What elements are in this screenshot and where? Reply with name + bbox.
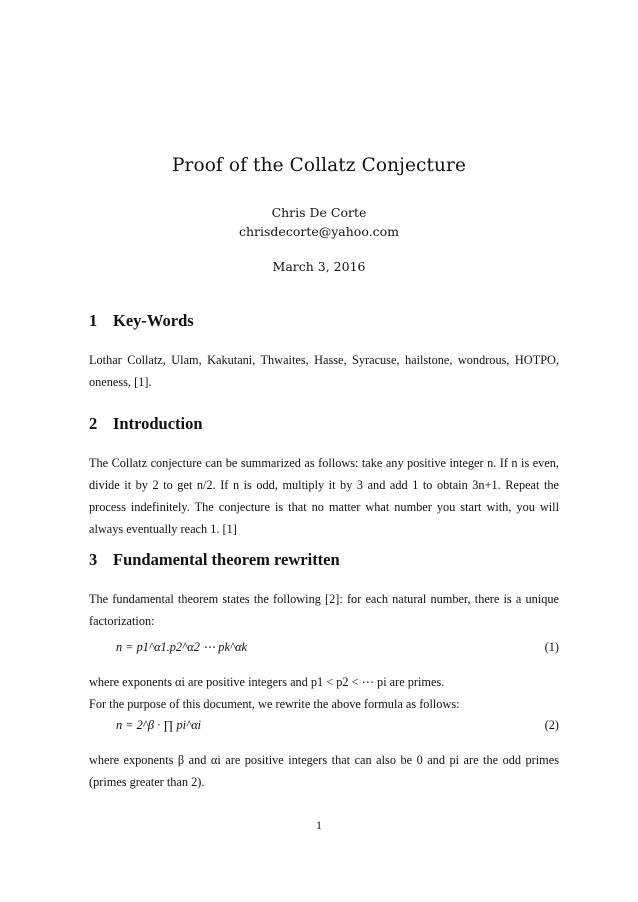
section-heading-introduction — [89, 414, 203, 434]
equation-1-number: (1) — [544, 640, 559, 654]
key-words-paragraph: Lothar Collatz, Ulam, Kakutani, Thwaites, Hasse, Syracuse, hailstone, wondrous, HOTPO, oneness, [1]. — [89, 353, 559, 389]
section-heading-fundamental-theorem — [89, 550, 340, 570]
section-number: 1 — [89, 311, 98, 330]
section-number: 3 — [89, 550, 98, 569]
paper-title: Proof of the Collatz Conjecture — [171, 155, 467, 176]
odd-primes-paragraph: where exponents β and αi are positive integers that can also be 0 and pi are the odd primes (primes greater than 2). — [89, 753, 559, 789]
page-number: 1 — [316, 818, 322, 832]
author-name: Chris De Corte — [271, 205, 367, 220]
fundamental-theorem-paragraph: The fundamental theorem states the following [2]: for each natural number, there is a unique factorization: — [89, 592, 559, 628]
exponents-paragraph: where exponents αi are positive integers and p1 < p2 < ⋯ pi are primes. — [89, 675, 445, 689]
section-heading-key-words — [89, 311, 194, 331]
author-email: chrisdecorte@yahoo.com — [238, 224, 399, 239]
rewrite-intro-paragraph: For the purpose of this document, we rewrite the above formula as follows: — [89, 697, 460, 711]
equation-1: n = p1^α1.p2^α2 ⋯ pk^αk — [116, 640, 247, 654]
section-title: Key-Words — [113, 311, 194, 330]
equation-2: n = 2^β · ∏ pi^αi — [116, 718, 202, 732]
section-number: 2 — [89, 414, 98, 433]
section-title: Fundamental theorem rewritten — [113, 550, 340, 569]
introduction-paragraph: The Collatz conjecture can be summarized as follows: take any positive integer n. If n is even, divide it by 2 to get n/2. If n is odd, multiply it by 3 and add 1 to obtain 3n+1. Repeat the process indefinitely. The conjecture is that no matter what number you start with, you will always eventually reach 1. [1] — [89, 456, 559, 536]
paper-date: March 3, 2016 — [272, 259, 366, 274]
equation-2-number: (2) — [544, 718, 559, 732]
section-title: Introduction — [113, 414, 203, 433]
